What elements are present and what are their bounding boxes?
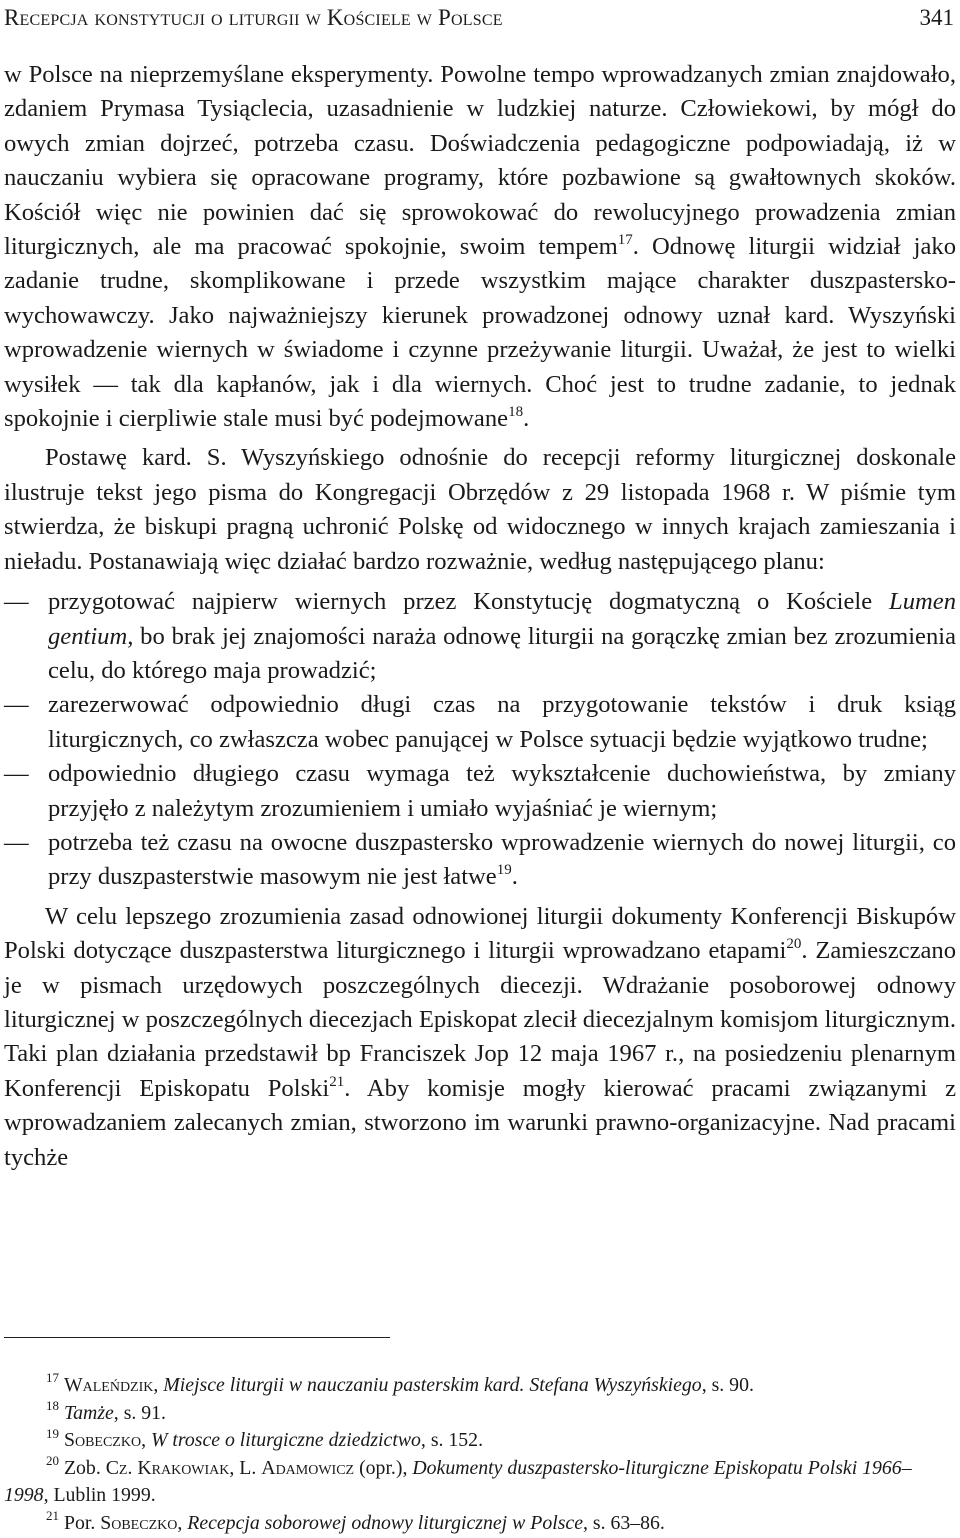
footnote-ref-21[interactable]: 21 xyxy=(329,1073,345,1090)
footnote-ref-18[interactable]: 18 xyxy=(508,403,524,420)
paragraph-1 xyxy=(4,58,956,436)
footnote-title: W trosce o liturgiczne dziedzictwo xyxy=(150,1429,421,1452)
footnote-text: , s. 90. xyxy=(701,1374,754,1396)
footnote-text: , L. xyxy=(229,1456,262,1479)
page-header xyxy=(4,2,954,34)
main-text xyxy=(4,58,956,1175)
list-item-text: zarezerwować odpowiednio długi czas na przygotowanie tekstów i druk ksiąg liturgicznych, co zwłaszcza wobec panującej w Polsce sytuacji będzie wyjątkowo trudne; xyxy=(48,691,956,753)
running-head: Recepcja konstytucji o liturgii w Kościele w Polsce xyxy=(4,5,503,30)
footnote-title: Recepcja soborowej odnowy liturgicznej w Polsce xyxy=(187,1511,583,1534)
footnote-author: Cz. Krakowiak xyxy=(105,1456,230,1479)
footnote-text: , Lublin 1999. xyxy=(43,1484,156,1507)
footnote-20 xyxy=(4,1455,956,1510)
page-number: 341 xyxy=(919,5,954,30)
list-item xyxy=(4,757,956,826)
footnote-number: 19 xyxy=(46,1425,59,1441)
footnote-ref-19[interactable]: 19 xyxy=(496,862,512,879)
footnote-text: Por. xyxy=(63,1511,101,1534)
footnote-author: Adamowicz xyxy=(261,1456,355,1479)
footnote-text: Zob. xyxy=(63,1456,106,1479)
footnote-rule xyxy=(4,1337,390,1338)
list-item xyxy=(4,826,956,895)
footnote-number: 18 xyxy=(46,1398,59,1413)
footnotes xyxy=(4,1372,956,1538)
footnote-number: 17 xyxy=(46,1370,59,1386)
work-title: Lumen gentium, xyxy=(48,588,956,650)
list-item-text: odpowiednio długiego czasu wymaga też wykształcenie duchowieństwa, by zmiany przyjęło z należytym zrozumieniem i umiało wyjaśniać je wiernym; xyxy=(48,760,956,822)
list-item-text: bo brak jej znajomości naraża odnowę liturgii na gorączkę zmian bez zrozumienia celu, do którego maja prowadzić; xyxy=(48,622,956,684)
paragraph-text: . Odnowę liturgii widział jako zadanie trudne, skomplikowane i przede wszystkim mające charakter duszpastersko-wychowawczy. Jako najważniejszy kierunek prowadzonej odnowy uznał kard. Wyszyński wprowadzenie wiernych w świadome i czynne przeżywanie liturgii. Uważał, że jest to wielki wysiłek — tak dla kapłanów, jak i dla wiernych. Choć jest to trudne zadanie, to jednak spokojnie i cierpliwie stale musi być podejmowane xyxy=(4,233,956,433)
paragraph-text: W celu lepszego zrozumienia zasad odnowionej liturgii dokumenty Konferencji Biskupów Polski dotyczące duszpasterstwa liturgicznego i liturgii wprowadzano etapami xyxy=(4,902,956,965)
footnote-title: Miejsce liturgii w nauczaniu pasterskim kard. Stefana Wyszyńskiego xyxy=(163,1374,702,1396)
paragraph-text: . Zamieszczano je w pismach urzędowych poszczególnych diecezji. Wdrażanie posoborowej odnowy liturgicznej w poszczególnych diecezjach Episkopat zlecił diecezjalnym komisjom liturgicznym. Taki plan działania przedstawił bp Franciszek Jop 12 maja 1967 r., na posiedzeniu plenarnym Konferencji Episkopatu Polski xyxy=(4,937,956,1102)
footnote-text: , s. 152. xyxy=(420,1429,484,1452)
footnote-17 xyxy=(4,1372,956,1400)
footnote-title: Dokumenty duszpastersko-liturgiczne Episkopatu Polski 1966–1998 xyxy=(4,1456,912,1507)
dash-bullet: — xyxy=(4,691,29,719)
list-item-text: . xyxy=(511,863,518,891)
footnote-ref-20[interactable]: 20 xyxy=(786,935,802,952)
footnote-text: , s. 91. xyxy=(113,1401,167,1424)
footnote-author: Sobeczko, xyxy=(100,1511,183,1534)
dash-bullet: — xyxy=(4,828,29,856)
paragraph-text: . xyxy=(523,405,530,433)
dash-bullet: — xyxy=(4,760,29,788)
footnote-number: 21 xyxy=(46,1508,59,1524)
footnote-text: (opr.), xyxy=(354,1456,413,1479)
footnote-21 xyxy=(4,1510,956,1538)
footnote-title: Tamże xyxy=(63,1401,114,1424)
list-item xyxy=(4,688,956,757)
paragraph-text: . Aby komisje mogły kierować pracami związanymi z wprowadzaniem zalecanych zmian, stworzono im warunki prawno-organizacyjne. Nad pracami tychże xyxy=(4,1074,956,1171)
footnote-19 xyxy=(4,1427,956,1455)
paragraph-3 xyxy=(4,900,956,1175)
list-item-text: przygotować najpierw wiernych przez Konstytucję dogmatyczną o Kościele xyxy=(48,588,890,616)
dash-bullet: — xyxy=(4,588,29,616)
plan-list xyxy=(4,585,956,895)
list-item xyxy=(4,585,956,688)
footnote-author: Sobeczko, xyxy=(63,1429,147,1452)
list-item-text: potrzeba też czasu na owocne duszpastersko wprowadzenie wiernych do nowej liturgii, co przy duszpasterstwie masowym nie jest łatwe xyxy=(48,828,956,891)
footnote-text: , s. 63–86. xyxy=(582,1511,665,1534)
paragraph-2: Postawę kard. S. Wyszyńskiego odnośnie do recepcji reformy liturgicznej doskonale ilustruje tekst jego pisma do Kongregacji Obrzędów z 29 listopada 1968 r. W piśmie tym stwierdza, że biskupi pragną uchronić Polskę od widocznego w innych krajach zamieszania i nieładu. Postanawiają więc działać bardzo rozważnie, według następującego planu: xyxy=(4,444,956,575)
footnote-18 xyxy=(4,1400,956,1428)
footnote-number: 20 xyxy=(46,1453,59,1469)
footnote-ref-17[interactable]: 17 xyxy=(617,231,633,248)
footnote-author: Waleńdzik, xyxy=(63,1374,159,1396)
paragraph-text: w Polsce na nieprzemyślane eksperymenty. Powolne tempo wprowadzanych zmian znajdowało, zdaniem Prymasa Tysiąclecia, uzasadnienie w ludzkiej naturze. Człowiekowi, by mógł do owych zmian dojrzeć, potrzeba czasu. Doświadczenia pedagogiczne podpowiadają, iż w nauczaniu wybiera się opracowane programy, które pozbawione są gwałtownych skoków. Kościół więc nie powinien dać się sprowokować do rewolucyjnego prowadzenia zmian liturgicznych, ale ma pracować spokojnie, swoim tempem xyxy=(4,61,956,261)
